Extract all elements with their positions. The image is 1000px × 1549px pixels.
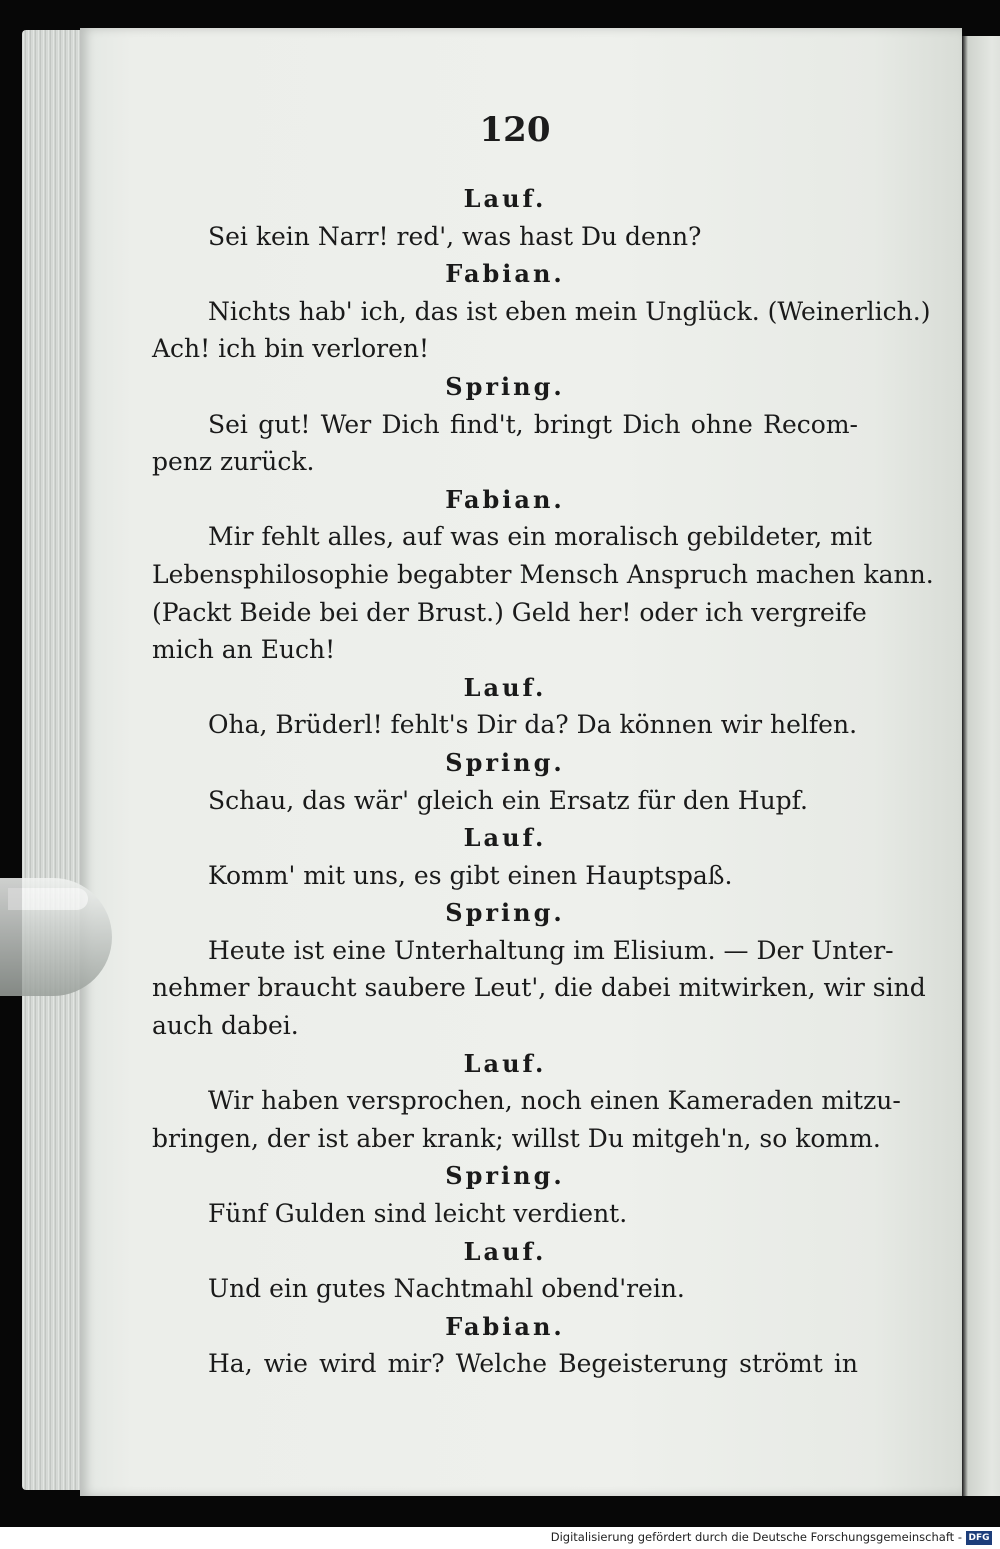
page-stack-edge [22, 30, 84, 1490]
dfg-credit: Digitalisierung gefördert durch die Deutsche Forschungsgemeinschaft - [550, 1530, 962, 1544]
text-line: Ha, wie wird mir? Welche Begeisterung strömt in [208, 1349, 858, 1379]
text-line: Wir haben versprochen, noch einen Kameraden mitzu- [208, 1086, 901, 1116]
text-line: penz zurück. [152, 447, 315, 477]
page-number: 120 [479, 110, 551, 150]
text-line: Und ein gutes Nachtmahl obend'rein. [208, 1274, 685, 1304]
clip-highlight [8, 888, 88, 910]
text-line: Sei kein Narr! red', was hast Du denn? [208, 221, 702, 251]
speaker-name: Lauf. [463, 823, 547, 853]
text-line: (Packt Beide bei der Brust.) Geld her! oder ich vergreife [152, 597, 867, 627]
speaker-name: Lauf. [463, 1236, 547, 1266]
play-text [152, 180, 934, 1383]
text-line: Fünf Gulden sind leicht verdient. [208, 1199, 628, 1229]
text-line: Nichts hab' ich, das ist eben mein Unglück. (Weinerlich.) [208, 296, 931, 326]
text-line: bringen, der ist aber krank; willst Du mitgeh'n, so komm. [152, 1123, 881, 1153]
speaker-name: Spring. [445, 1161, 565, 1191]
footer-bar [0, 1527, 1000, 1549]
speaker-name: Fabian. [445, 259, 565, 289]
speaker-name: Fabian. [445, 484, 565, 514]
text-line: mich an Euch! [152, 635, 336, 665]
speaker-name: Spring. [445, 747, 565, 777]
facing-page-edge [962, 36, 1000, 1496]
speaker-name: Spring. [445, 898, 565, 928]
speaker-name: Lauf. [463, 184, 547, 213]
text-line: Sei gut! Wer Dich find't, bringt Dich ohne Recom- [208, 409, 858, 439]
text-line: Oha, Brüderl! fehlt's Dir da? Da können wir helfen. [208, 710, 858, 740]
speaker-name: Lauf. [463, 1048, 547, 1078]
text-line: nehmer braucht saubere Leut', die dabei mitwirken, wir sind [152, 973, 926, 1003]
dfg-logo: DFG [966, 1531, 992, 1545]
speaker-name: Spring. [445, 371, 565, 401]
text-line: Ach! ich bin verloren! [152, 334, 430, 364]
text-line: Lebensphilosophie begabter Mensch Anspruch machen kann. [152, 559, 934, 589]
text-line: Mir fehlt alles, auf was ein moralisch gebildeter, mit [208, 522, 872, 552]
text-line: Heute ist eine Unterhaltung im Elisium. — Der Unter- [208, 935, 894, 965]
text-line: auch dabei. [152, 1011, 299, 1041]
speaker-name: Lauf. [463, 672, 547, 702]
text-line: Schau, das wär' gleich ein Ersatz für den Hupf. [208, 785, 808, 815]
speaker-name: Fabian. [445, 1311, 565, 1341]
text-line: Komm' mit uns, es gibt einen Hauptspaß. [208, 860, 733, 890]
